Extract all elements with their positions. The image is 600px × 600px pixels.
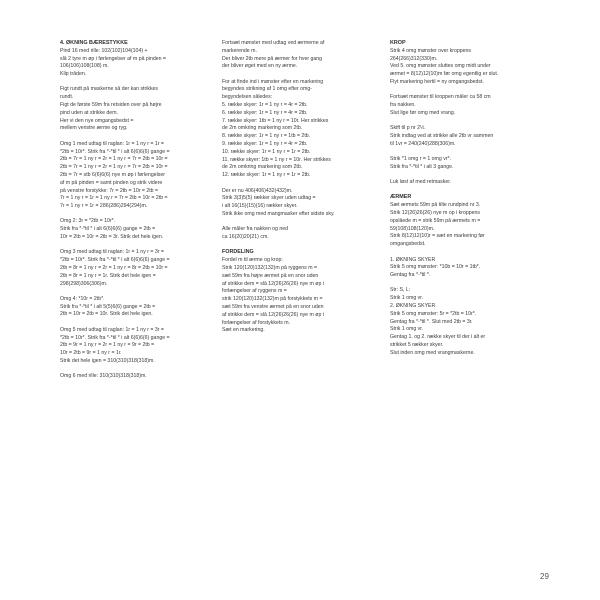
text-line: Strik 5 omg mønster: 5r = *2tb = 10r*. — [390, 310, 477, 317]
text-block — [390, 40, 540, 87]
text-line: 106(106)108(108) m. — [60, 63, 109, 70]
text-line: Strik fra *-*til * i alt 3 gange. — [390, 163, 454, 170]
text-line: markerende m. — [222, 47, 257, 54]
text-line: 6. række skyer: 1r = 1 ny r = 4r = 2tb. — [222, 109, 308, 116]
column-2 — [222, 40, 374, 343]
column-1 — [60, 40, 210, 388]
text-line: Strik 8(12)12(10)r = sæt en markering før — [390, 233, 485, 240]
text-line: omgangsbedst. — [390, 241, 426, 248]
text-line: Omg 6 med rille: 310(310)318(318)m. — [60, 373, 147, 380]
text-line: fra nakken. — [390, 102, 416, 109]
text-line: 2tb = 8r = 1 ny r = 1r. Strik det hele igen = — [60, 272, 156, 279]
text-line: Omg 4: *10r = 2tb*. — [60, 295, 105, 302]
text-line: Slut inden omg med vrangmaskerne. — [390, 349, 475, 356]
text-line: forlængelser af ryggens m = — [222, 288, 287, 295]
text-block — [222, 188, 374, 219]
text-block — [60, 296, 210, 319]
text-line: Der bliver 2tb mere på ærmer for hver gang — [222, 55, 323, 62]
text-block — [390, 194, 540, 249]
text-line: Strik fra *-*til * i alt 5(5)6(6) gange = 2tb = — [60, 303, 156, 310]
text-line: sæt 59m fra højre ærmet på en snor uden — [222, 272, 319, 279]
text-block — [222, 249, 374, 335]
text-line: Her vi den nye omgangsbedst = — [60, 117, 134, 124]
text-line: Omg 2: 3r = *2tb = 10r*. — [60, 218, 116, 225]
text-line: Strik 12(26)26(26) nye m op i kroppens — [390, 210, 480, 217]
text-line: 5. række skyer: 1r = 1 ny r = 4r = 2tb. — [222, 102, 308, 109]
text-line: slå 2 tyre m øp i førlengelser af m på pinden = — [60, 55, 166, 62]
text-line: Sæt en markering. — [222, 327, 265, 334]
text-line: Sæt ærmets 59m på tilte rundpind nr 3. — [390, 202, 481, 209]
text-line: rundt. — [60, 94, 74, 101]
text-line: Strik 4 omg mønster over kroppens — [390, 47, 472, 54]
text-line: ca 16(20)20(21) cm. — [222, 234, 269, 241]
text-block — [390, 156, 540, 172]
text-line: Flyt markering hertil = ny omgangsbedst. — [390, 78, 484, 85]
text-line: pind uden at strikke dem. — [60, 109, 118, 116]
text-line: 12. række skyer: 1r = 1 ny r = 1r = 2tb. — [222, 172, 311, 179]
text-line: Alle måler fra nakken og ned — [222, 226, 289, 233]
text-line: Klip tråden. — [60, 71, 87, 78]
text-line: 8. række skyer: 1r = 1 ny r = 1tb = 2tb. — [222, 133, 311, 140]
text-line: 298(298)306(306)m. — [60, 280, 108, 287]
text-line: Slut lige før omg med vrang. — [390, 109, 456, 116]
text-line: de 2m omkring markering som 2tb. — [222, 164, 303, 171]
text-block — [60, 40, 210, 79]
text-line: 2tb = 7r = 1 ny r = 2r = 1 ny r = 7r = 2tb = 10r = — [60, 156, 168, 163]
text-block — [390, 287, 540, 357]
text-line: 10. række skyer: 1r = 1 ny r = 1r = 2tb. — [222, 148, 311, 155]
text-block — [60, 249, 210, 288]
text-line: Strik det hele igen = 310(310)318(318)m. — [60, 357, 155, 364]
text-line: begyndelsen således: — [222, 94, 273, 101]
text-line: For at finde ind i mønster efter en markering — [222, 78, 324, 85]
text-line: 1. ØKNING SKYER — [390, 256, 436, 263]
text-line: Strik 1 omg vr. — [390, 326, 424, 333]
text-line: sæt 59m fra venstre ærmet på en snor uden — [222, 303, 324, 310]
text-line: Fortsæt mønster med udtag ved ærmerne af — [222, 40, 325, 46]
text-line: 7r = 1 ny r = 1r = 1 ny r = 7r = 2tb = 10r = 2tb = — [60, 195, 168, 202]
text-block — [390, 125, 540, 148]
section-heading: ÆRMER — [390, 194, 412, 201]
text-line: Strik 1 omg vr. — [390, 295, 424, 302]
text-line: *2tb = 10r*. Strik fra *-*til * i alt 6(6)6(6) gange = — [60, 334, 170, 341]
text-line: Strik 3(3)5(5) rækker skyer uden udtag = — [222, 195, 316, 202]
text-line: til 1vr = 240(240)288(306)m. — [390, 140, 456, 147]
text-line: 9. række skyer: 1r = 1 ny r = 4r = 2tb. — [222, 141, 308, 148]
text-line: Pind 16 med rille: 102(102)104(104) + — [60, 47, 148, 54]
text-block — [390, 257, 540, 280]
column-3 — [390, 40, 540, 365]
text-line: på venstre forstykke: 7r = 2tb = 10r = 2tb = — [60, 187, 159, 194]
text-line: strikket 5 rækker skyer. — [390, 342, 444, 348]
text-line: Strik ikke omg med mangmasker efter sidste sky. — [222, 210, 335, 217]
text-line: Omg 1 med udtag til raglan: 1r = 1 ny r = 1r = — [60, 140, 164, 147]
text-line: Strik fra *-*til * i alt 6(6)6(6) gange = 2tb = — [60, 226, 156, 233]
text-line: 264(266)312(330)m. — [390, 55, 438, 62]
text-line: 2tb = 7r = 1 ny r = 2r = 1 ny r = 7r = 2tb = 10r = — [60, 164, 168, 171]
text-line: Strik 5 omg mønster: *10b = 10r = 1tb*. — [390, 264, 481, 271]
section-heading: FORDELING — [222, 249, 254, 256]
text-block — [222, 40, 374, 71]
text-line: *2tb = 10r*. Strik fra *-*til * i alt 6(6)6(6) gange = — [60, 148, 170, 155]
text-line: Omg 5 med udtag til raglan: 1r = 1 ny r = 3r = — [60, 326, 164, 333]
text-line: 11. række skyer: 1tb = 1 ny r = 10r. Her strikkes — [222, 156, 331, 163]
text-line: *2tb = 10r*. Strik fra *-*til * i alt 6(6)6(6) gange = — [60, 257, 170, 264]
text-line: de 2m omkring markering som 2tb. — [222, 125, 303, 132]
text-line: 7. række skyer: 1tb = 1 ny r = 10r. Her strikkes — [222, 117, 329, 124]
text-line: ærmet = 8(12)12(10)m før omg egentlig er slut. — [390, 71, 499, 78]
text-block — [222, 79, 374, 180]
text-line: 2tb = 10r = 2tb = 10r. Strik det hele igen. — [60, 311, 153, 318]
text-line: 10r = 2tb = 10r = 2tb = 3r. Strik det hele igen. — [60, 234, 164, 241]
section-heading: KROP — [390, 40, 406, 46]
text-line: 2. ØKNING SKYER — [390, 303, 436, 310]
text-block — [60, 373, 210, 381]
text-line: 2tb = 8r = 1 ny r = 2r = 1 ny r = 8r = 2tb = 10r = — [60, 264, 168, 271]
text-line: 10r = 2tb = 9r = 1 ny r = 1r. — [60, 350, 122, 357]
section-heading: 4. ØKNING BÆRESTYKKE — [60, 40, 128, 46]
text-line: 2tb = 7r = stb 6(6)6(6) nye m øp i førlengelser — [60, 171, 165, 178]
text-line: Gentag 1. og 2. række skyer til der i alt er — [390, 334, 486, 341]
text-line: Skift til p nr 2½. — [390, 125, 426, 132]
text-block — [60, 141, 210, 211]
text-line: Omg 3 med udtag til raglan: 1r = 1 ny r = 3r = — [60, 249, 164, 256]
text-block — [222, 226, 374, 242]
text-line: begyndes strikning af 1 omg efter omg- — [222, 86, 312, 93]
text-block — [390, 179, 540, 187]
text-line: af m på pinden = samt pinden og strik videre — [60, 179, 163, 186]
text-line: af strikke dem = slå 12(26)26(26) nye m øp i — [222, 280, 324, 287]
text-line: Figt de første 59m fra retsiden over på højre — [60, 102, 162, 109]
text-line: Strik *1 omg r = 1 omg vr*. — [390, 156, 451, 163]
text-line: opslåede m = strik 59m på ærmets m = — [390, 217, 481, 224]
text-line: Str: S, L: — [390, 287, 411, 294]
text-line: der bliver øget med en ny ærme. — [222, 63, 298, 70]
text-line: 2tb = 9r = 1 ny r = 2r = 1 ny r = 9r = 2tb = — [60, 342, 155, 349]
text-line: Figt rundt på maskerne så der kan strikkes — [60, 86, 159, 93]
text-line: Strik 120(120)132(132)m på ryggens m = — [222, 264, 318, 271]
text-line: strik 120(120)132(132)m på forstykkets m = — [222, 296, 323, 303]
text-line: 59(108)108(120)m. — [390, 225, 435, 232]
text-line: 7r = 1 ny r = 1r = 286(286)294(294)m. — [60, 203, 148, 210]
text-line: Ved 5. omg mønster sluttes omg midt under — [390, 63, 491, 70]
text-line: i alt 16(15)(15)(16) rækker skyer. — [222, 203, 298, 210]
text-line: af strikke dem = slå 12(26)26(26) nye m øp i — [222, 311, 324, 318]
text-line: Strik indtag ved at strikke alle 2tb vr sammen — [390, 132, 494, 139]
text-line: Der er nu 406(406)432(432)m. — [222, 187, 293, 194]
text-line: Gentag fra *-*til *. — [390, 272, 431, 279]
text-block — [60, 327, 210, 366]
text-line: forlængelser af forstykkets m. — [222, 319, 291, 326]
text-line: Fortsæt mønster til kroppen måler ca 58 cm — [390, 94, 491, 101]
page-number: 29 — [540, 572, 549, 581]
text-line: Fordel m til ærme og krop: — [222, 257, 283, 264]
text-block — [60, 86, 210, 133]
text-block — [60, 218, 210, 241]
text-block — [390, 94, 540, 117]
text-line: mellem venstre ærme og ryg. — [60, 125, 128, 132]
text-line: Gentag fra *-*til *. Slut med 2tb = 3r. — [390, 318, 473, 325]
text-line: Luk løst af med retmasker. — [390, 179, 452, 186]
